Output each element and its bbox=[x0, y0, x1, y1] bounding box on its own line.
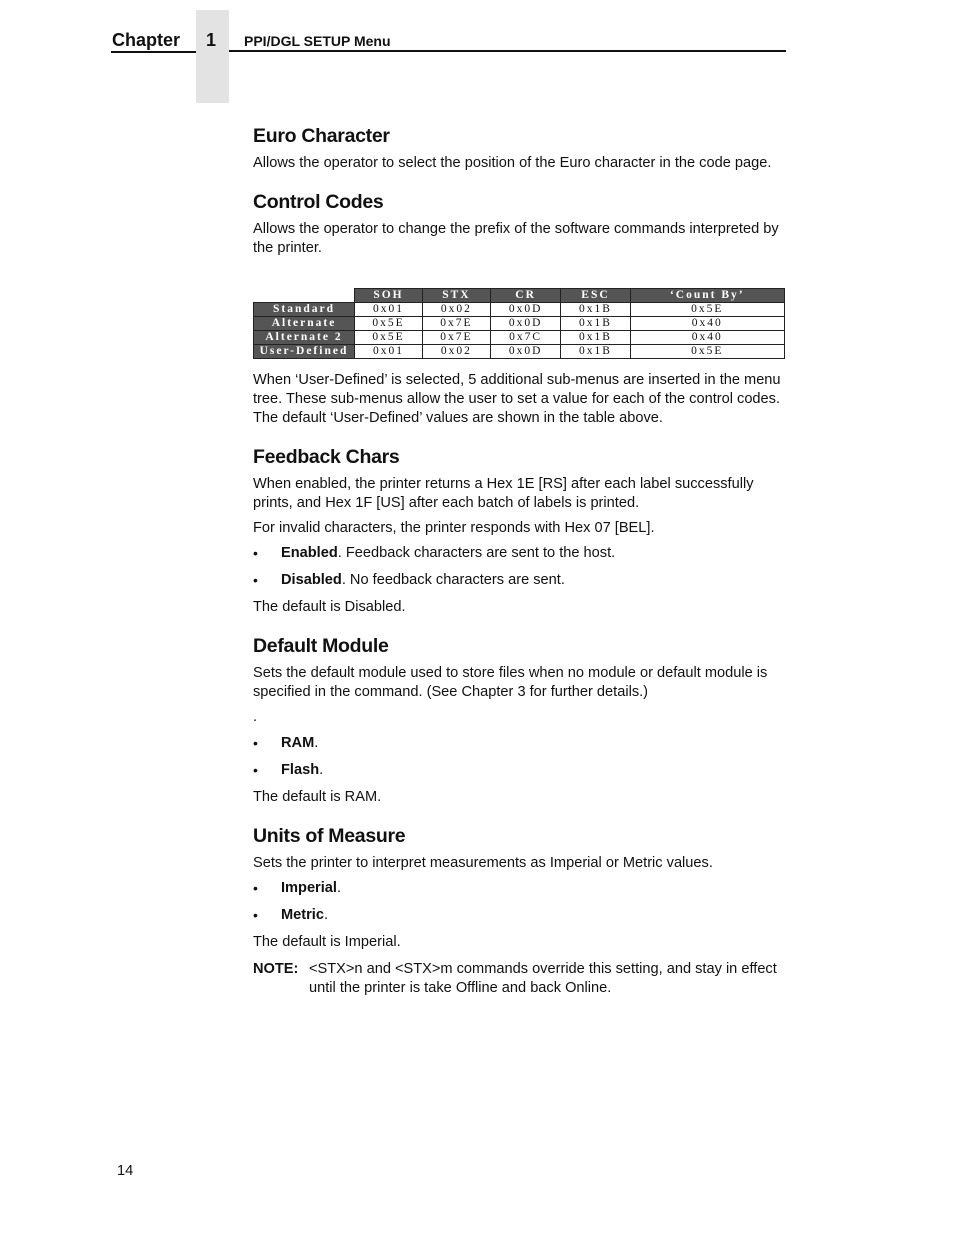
chapter-tab bbox=[196, 10, 229, 103]
table-cell: 0x02 bbox=[422, 303, 490, 317]
feedback-invalid-note: For invalid characters, the printer responds with Hex 07 [BEL]. bbox=[253, 520, 655, 536]
table-cell: 0x7C bbox=[490, 331, 561, 345]
option-term: Flash bbox=[281, 762, 320, 778]
option-desc: . bbox=[314, 735, 319, 751]
option-term: RAM bbox=[281, 735, 315, 751]
table-row bbox=[254, 317, 785, 331]
page-number: 14 bbox=[117, 1163, 134, 1179]
list-item bbox=[253, 571, 788, 590]
table-cell: 0x0D bbox=[490, 303, 561, 317]
list-item bbox=[253, 761, 788, 780]
heading-control-codes: Control Codes bbox=[253, 191, 384, 213]
row-label: Alternate 2 bbox=[254, 331, 355, 345]
table-row bbox=[254, 345, 785, 359]
list-item bbox=[253, 544, 788, 563]
table-header-row bbox=[254, 289, 785, 303]
option-desc: . bbox=[319, 762, 324, 778]
units-default: The default is Imperial. bbox=[253, 934, 401, 950]
table-cell: 0x0D bbox=[490, 345, 561, 359]
table-cell: 0x5E bbox=[355, 331, 423, 345]
list-item bbox=[253, 734, 788, 753]
table-cell: 0x5E bbox=[630, 303, 784, 317]
table-cell: 0x1B bbox=[561, 303, 630, 317]
list-item bbox=[253, 906, 788, 925]
option-desc: . Feedback characters are sent to the host. bbox=[337, 545, 616, 561]
bullet-icon: • bbox=[253, 545, 258, 561]
chapter-number: 1 bbox=[206, 30, 217, 50]
header-rule-left bbox=[111, 51, 196, 53]
table-cell: 0x1B bbox=[561, 345, 630, 359]
table-cell: 0x40 bbox=[630, 331, 784, 345]
note-block bbox=[253, 960, 788, 998]
row-label: Alternate bbox=[254, 317, 355, 331]
option-desc: . No feedback characters are sent. bbox=[341, 572, 565, 588]
table-cell: 0x0D bbox=[490, 317, 561, 331]
table-cell: 0x7E bbox=[422, 331, 490, 345]
section-title: PPI/DGL SETUP Menu bbox=[244, 33, 391, 49]
heading-feedback-chars: Feedback Chars bbox=[253, 446, 400, 468]
header-rule-right bbox=[229, 50, 786, 52]
stray-period: . bbox=[253, 709, 258, 725]
table-cell: 0x1B bbox=[561, 317, 630, 331]
note-text: <STX>n and <STX>m commands override this setting, and stay in effect until the printer is take Offline and back Online. bbox=[309, 961, 777, 996]
units-description: Sets the printer to interpret measurements as Imperial or Metric values. bbox=[253, 855, 713, 871]
heading-units-of-measure: Units of Measure bbox=[253, 825, 406, 847]
chapter-label: Chapter bbox=[112, 30, 181, 50]
row-label: Standard bbox=[254, 303, 355, 317]
table-cell: 0x5E bbox=[630, 345, 784, 359]
module-default: The default is RAM. bbox=[253, 789, 382, 805]
option-term: Disabled bbox=[281, 572, 342, 588]
option-term: Metric bbox=[281, 907, 324, 923]
column-header: ‘Count By’ bbox=[630, 289, 784, 303]
option-term: Imperial bbox=[281, 880, 337, 896]
table-cell: 0x01 bbox=[355, 345, 423, 359]
heading-default-module: Default Module bbox=[253, 635, 389, 657]
page-content bbox=[253, 125, 788, 998]
heading-euro-character: Euro Character bbox=[253, 125, 390, 147]
column-header: SOH bbox=[355, 289, 423, 303]
feedback-default: The default is Disabled. bbox=[253, 599, 406, 615]
row-label: User-Defined bbox=[254, 345, 355, 359]
table-corner bbox=[254, 289, 355, 303]
table-cell: 0x40 bbox=[630, 317, 784, 331]
table-cell: 0x1B bbox=[561, 331, 630, 345]
column-header: STX bbox=[422, 289, 490, 303]
option-desc: . bbox=[323, 907, 329, 923]
control-codes-table bbox=[253, 288, 785, 359]
euro-description: Allows the operator to select the position of the Euro character in the code page. bbox=[253, 155, 772, 171]
table-cell: 0x02 bbox=[422, 345, 490, 359]
table-cell: 0x5E bbox=[355, 317, 423, 331]
bullet-icon: • bbox=[253, 572, 258, 588]
module-description: Sets the default module used to store files when no module or default module is specified in the command. (See Chapter 3 for further details.) bbox=[253, 665, 768, 700]
note-label: NOTE: bbox=[253, 961, 299, 977]
list-item bbox=[253, 879, 788, 898]
bullet-icon: • bbox=[253, 735, 258, 751]
feedback-description: When enabled, the printer returns a Hex 1E [RS] after each label successfully prints, and Hex 1F [US] after each batch of labels is printed. bbox=[253, 476, 754, 511]
bullet-icon: • bbox=[253, 762, 258, 778]
option-term: Enabled bbox=[281, 545, 338, 561]
column-header: CR bbox=[490, 289, 561, 303]
control-description: Allows the operator to change the prefix of the software commands interpreted by the printer. bbox=[253, 221, 779, 256]
column-header: ESC bbox=[561, 289, 630, 303]
option-desc: . bbox=[336, 880, 342, 896]
table-row bbox=[254, 331, 785, 345]
table-row bbox=[254, 303, 785, 317]
table-cell: 0x01 bbox=[355, 303, 423, 317]
user-defined-explanation: When ‘User-Defined’ is selected, 5 additional sub-menus are inserted in the menu tree. These sub-menus allow the user to set a value for each of the control codes. The default ‘User-Defined’ values are shown in the table above. bbox=[253, 372, 781, 426]
table-cell: 0x7E bbox=[422, 317, 490, 331]
bullet-icon: • bbox=[253, 880, 258, 896]
bullet-icon: • bbox=[253, 907, 258, 923]
